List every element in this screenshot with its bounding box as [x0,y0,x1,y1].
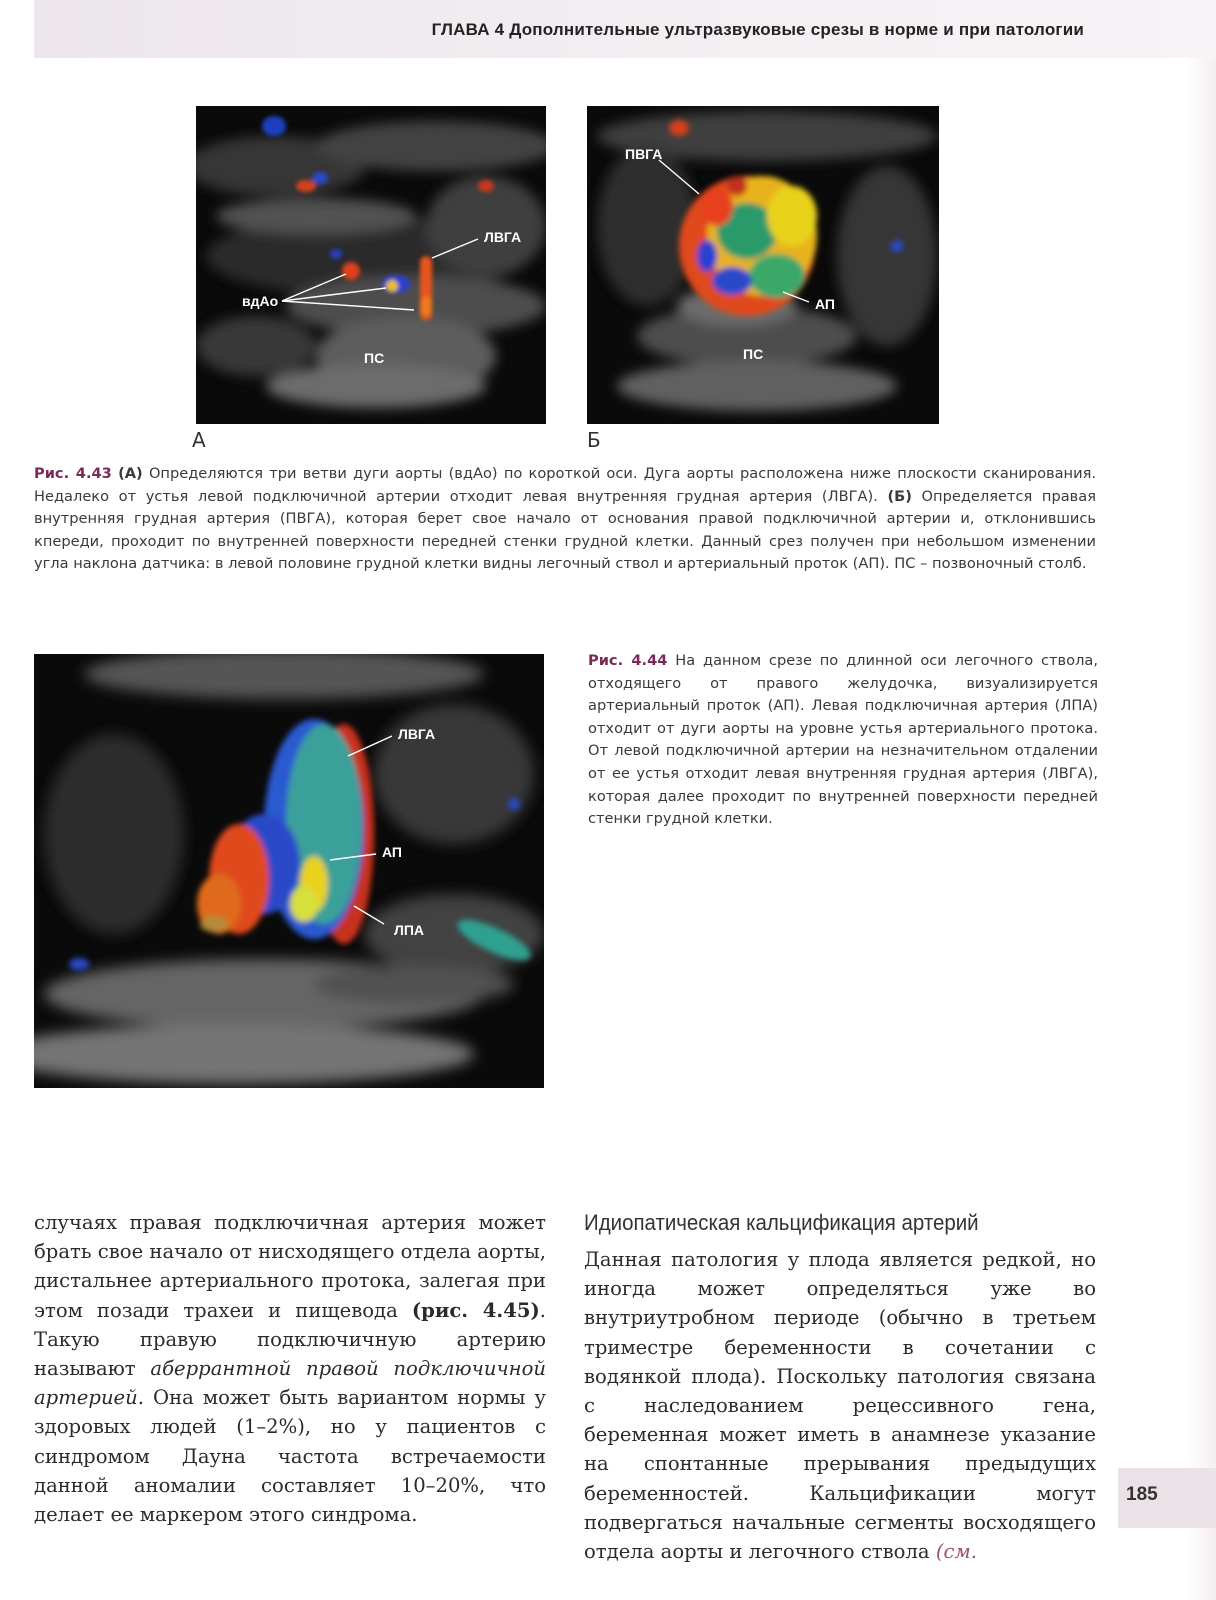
caption-text-b: Определяется правая внутренняя грудная артерия (ПВГА), которая берет свое начало от основания правой подключичной артерии и, отклонившись кпереди, проходит по внутренней поверхности передней стенки грудной клетки. Данный срез получен при небольшом изменении угла наклона датчика: в левой половине грудной клетки видны легочный ствол и артериальный проток (АП). ПС – позвоночный столб. [34,487,1096,573]
page-number: 185 [1126,1484,1158,1505]
panel-letter-a: А [192,428,206,452]
chapter-title: ГЛАВА 4 Дополнительные ультразвуковые срезы в норме и при патологии [431,20,1084,39]
page-edge-strip [1186,58,1216,1600]
figure-reference: (рис. 4.45) [411,1298,540,1322]
label-vdao: вдАо [242,293,279,309]
caption-text: На данном срезе по длинной оси легочного ствола, отходящего от правого желудочка, визуализируется артериальный проток (АП). Левая подключичная артерия (ЛПА) отходит от дуги аорты на уровне устья артериального протока. От левой подключичной артерии на незначительном отдалении от ее устья отходит левая внутренняя грудная артерия (ЛВГА), которая далее проходит по внутренней поверхности передней стенки грудной клетки. [588,652,1098,828]
figure-4-44-caption [588,650,1098,831]
caption-mark-a: (А) [118,465,143,482]
italic-term: аберрантной правой подключичной артерией [34,1357,546,1410]
body-text-part: . Такую правую подключичную артерию называют [34,1298,546,1381]
label-lpa: ЛПА [394,922,424,938]
caption-mark-b: (Б) [887,487,912,505]
figure-4-43-b-ultrasound [587,106,939,424]
body-text-part: Данная патология у плода является редкой, но иногда может определяться уже во внутриутробном периоде (обычно в третьем триместре беременности в сочетании с водянкой плода). Поскольку патология связана с наследованием рецессивного гена, беременная может иметь в анамнезе указание на спонтанные прерывания предыдущих беременностей. Кальцификации могут подвергаться начальные сегменты восходящего отдела аорты и легочного ствола [584,1248,1096,1564]
label-ap: АП [815,296,835,312]
figure-4-43-caption [34,463,1096,576]
label-lvga: ЛВГА [398,726,436,742]
figure-number: Рис. 4.43 [34,465,112,482]
figure-4-44-ultrasound [34,654,544,1088]
body-text-part: случаях правая подключичная артерия может брать свое начало от нисходящего отдела аорты, дистальнее артериального протока, залегая при этом позади трахеи и пищевода [34,1211,546,1322]
right-column-text [584,1245,1096,1566]
figure-4-43-a-ultrasound [196,106,546,424]
figure-number: Рис. 4.44 [588,652,668,669]
caption-text-a: Определяются три ветви дуги аорты (вдАо) по короткой оси. Дуга аорты расположена ниже плоскости сканирования. Недалеко от устья левой подключичной артерии отходит левая внутренняя грудная артерия (ЛВГА). [34,465,1096,505]
left-column-text [34,1208,546,1529]
label-lvga: ЛВГА [484,229,522,245]
panel-letter-b: Б [587,428,601,452]
label-ps: ПС [743,346,764,362]
label-ps: ПС [364,350,385,366]
see-reference: (см. [935,1540,977,1564]
label-pvga: ПВГА [625,146,663,162]
body-text-part: . Она может быть вариантом нормы у здоровых людей (1–2%), но у пациентов с синдромом Дауна частота встречаемости данной аномалии составляет 10–20%, что делает ее маркером этого синдрома. [34,1386,546,1527]
label-ap: АП [382,844,402,860]
section-heading: Идиопатическая кальцификация артерий [584,1210,979,1235]
